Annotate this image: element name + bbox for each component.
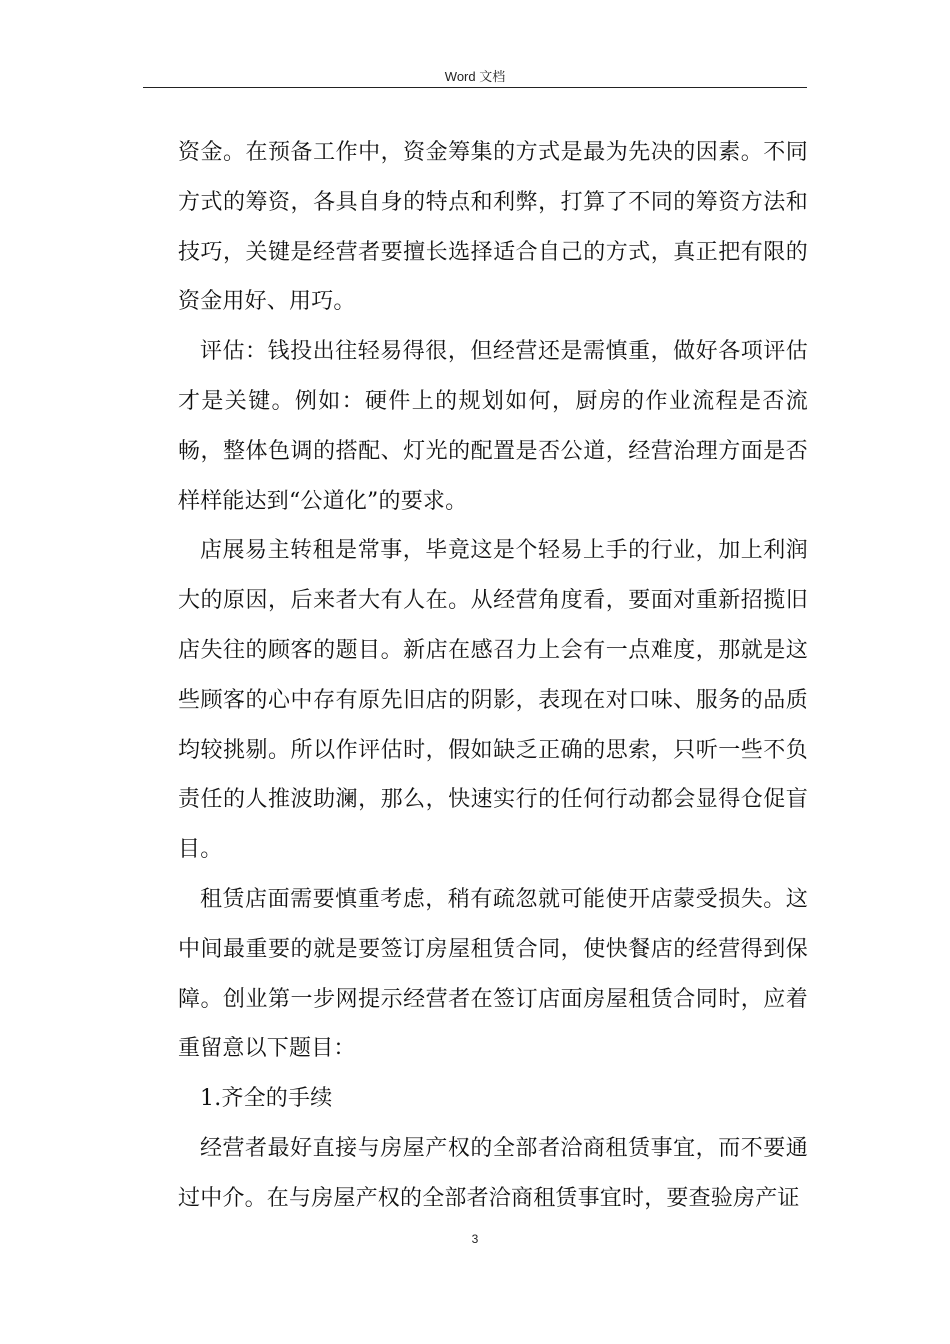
page-number: 3 — [471, 1232, 479, 1246]
paragraph-funding: 资金。在预备工作中，资金筹集的方式是最为先决的因素。不同方式的筹资，各具自身的特点和利弊，打算了不同的筹资方法和技巧，关键是经营者要擅长选择适合自己的方式，真正把有限的资金用好、用巧。 — [178, 140, 808, 315]
section-heading-procedures: 1.齐全的手续 — [200, 1086, 333, 1112]
header-divider — [143, 87, 807, 88]
paragraph-evaluation: 评估：钱投出往轻易得很，但经营还是需慎重，做好各项评估才是关键。例如：硬件上的规划如何，厨房的作业流程是否流畅，整体色调的搭配、灯光的配置是否公道，经营治理方面是否样样能达到“公道化”的要求。 — [178, 339, 808, 514]
paragraph-store-transfer: 店展易主转租是常事，毕竟这是个轻易上手的行业，加上利润大的原因，后来者大有人在。从经营角度看，要面对重新招揽旧店失往的顾客的题目。新店在感召力上会有一点难度，那就是这些顾客的心中存有原先旧店的阴影，表现在对口味、服务的品质均较挑剔。所以作评估时，假如缺乏正确的思索，只听一些不负责任的人推波助澜，那么，快速实行的任何行动都会显得仓促盲目。 — [178, 538, 808, 863]
document-body — [178, 128, 808, 1224]
page-header: Word 文档 — [444, 69, 506, 84]
paragraph-procedures: 经营者最好直接与房屋产权的全部者洽商租赁事宜，而不要通过中介。在与房屋产权的全部者洽商租赁事宜时，要查验房产证 — [178, 1135, 808, 1211]
paragraph-lease: 租赁店面需要慎重考虑，稍有疏忽就可能使开店蒙受损失。这中间最重要的就是要签订房屋租赁合同，使快餐店的经营得到保障。创业第一步网提示经营者在签订店面房屋租赁合同时，应着重留意以下题目： — [178, 886, 808, 1062]
